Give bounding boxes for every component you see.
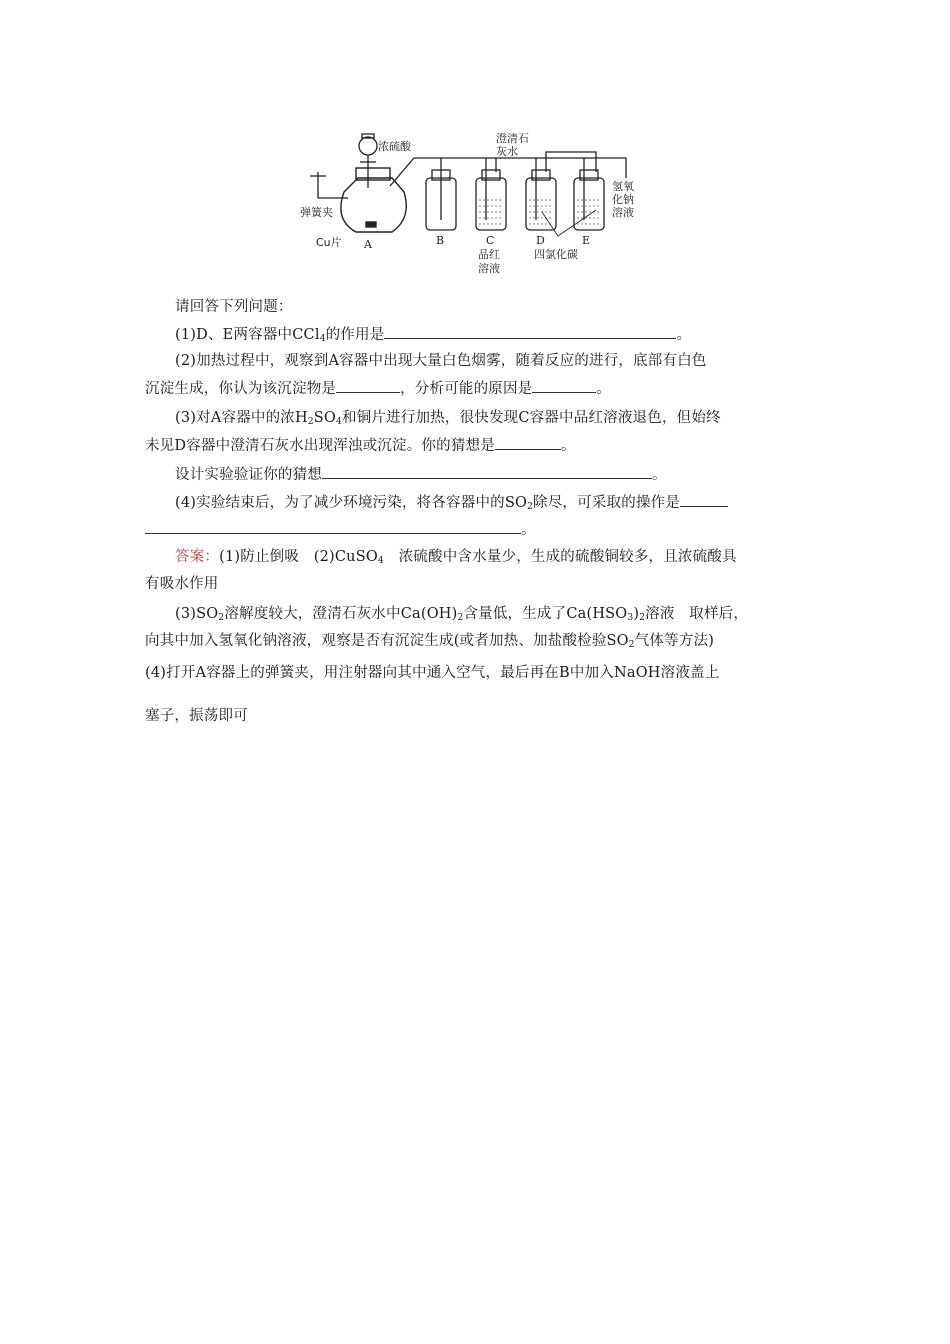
- bottle-c: [476, 158, 506, 230]
- answer-line-2: 有吸水作用: [145, 576, 219, 592]
- answer-blank-design[interactable]: [322, 463, 652, 479]
- question-1: (1)D、E两容器中CCl$_4$的作用是 。: [145, 323, 840, 346]
- answer-line-3: $(3)SO_2$溶解度较大，澄清石灰水中$Ca(OH)_2$含量低，生成了$Ca(HSO_3)_2$溶液 取样后，: [175, 606, 749, 623]
- answer-line-6: 塞子，振荡即可: [145, 708, 248, 724]
- bottle-d: [526, 158, 556, 230]
- answer-blank-3[interactable]: [495, 434, 561, 450]
- answer-line-5: (4)打开A容器上的弹簧夹，用注射器向其中通入空气，最后再在B中加入NaOH溶液盖上: [145, 665, 720, 681]
- answer-blank-2b[interactable]: [532, 377, 596, 393]
- question-2-line-1: (2)加热过程中，观察到A容器中出现大量白色烟雾，随着反应的进行，底部有白色: [175, 353, 707, 369]
- answer-blank-1[interactable]: [384, 323, 676, 339]
- label-b: B: [436, 234, 445, 247]
- answer-blank-2a[interactable]: [336, 377, 400, 393]
- label-limewater-1: 澄清石: [496, 132, 529, 145]
- label-a: A: [364, 238, 372, 251]
- label-naoh-1: 氢氧: [612, 180, 634, 193]
- label-naoh-3: 溶液: [612, 206, 634, 219]
- label-ccl4: 四氯化碳: [534, 248, 578, 261]
- answer-line-1: 答案：(1)防止倒吸 (2)CuSO$_4$ 浓硫酸中含水量少，生成的硫酸铜较多，且浓硫酸具: [175, 549, 737, 566]
- label-limewater-2: 灰水: [496, 145, 518, 158]
- label-e: E: [582, 234, 591, 247]
- answer-line-4: 向其中加入氢氧化钠溶液，观察是否有沉淀生成(或者加热、加盐酸检验$SO_2$气体等方法): [145, 633, 715, 650]
- answer-blank-4b[interactable]: [145, 518, 521, 534]
- design-line: 设计实验验证你的猜想 。: [145, 463, 840, 486]
- bottle-b: [426, 158, 456, 230]
- label-c: C: [486, 234, 495, 247]
- intro-line: 请回答下列问题：: [175, 299, 293, 315]
- label-cu: Cu片: [316, 236, 342, 249]
- apparatus-diagram: [296, 128, 656, 280]
- question-4-line-2: 。: [145, 518, 810, 541]
- bottle-e: [574, 158, 604, 230]
- label-conc-h2so4: 浓硫酸: [378, 140, 411, 153]
- label-clip: 弹簧夹: [300, 206, 333, 219]
- answer-label: 答案：: [175, 549, 220, 565]
- question-2-line-2: 沉淀生成，你认为该沉淀物是 ，分析可能的原因是 。: [145, 377, 810, 400]
- apparatus-figure: [296, 128, 656, 280]
- question-3-line-1: (3)对A容器中的浓$H_2SO_4$和铜片进行加热，很快发现C容器中品红溶液退色，但始终: [175, 410, 721, 427]
- question-4-line-1: (4)实验结束后，为了减少环境污染，将各容器中的$SO_2$除尽，可采取的操作是: [145, 491, 840, 514]
- question-3-line-2: 未见D容器中澄清石灰水出现浑浊或沉淀。你的猜想是 。: [145, 434, 810, 457]
- label-pinhong-1: 品红: [478, 248, 500, 261]
- label-pinhong-2: 溶液: [478, 262, 500, 275]
- label-naoh-2: 化钠: [612, 193, 634, 206]
- answer-blank-4a[interactable]: [680, 491, 728, 507]
- label-d: D: [536, 234, 545, 247]
- spring-clip: [310, 172, 348, 198]
